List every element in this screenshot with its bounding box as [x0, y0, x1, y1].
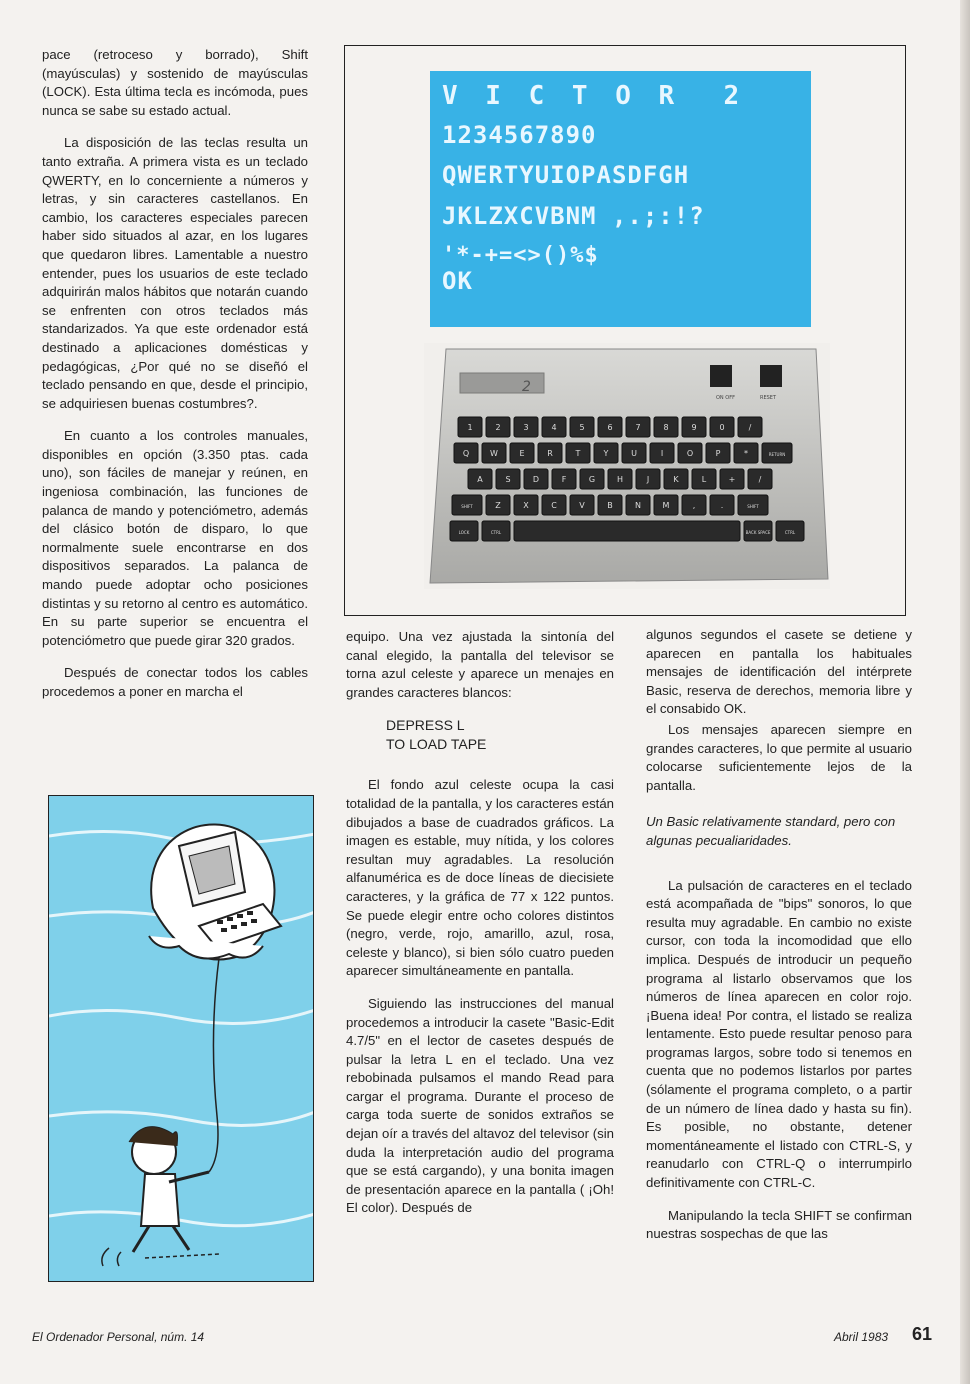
paragraph: La disposición de las teclas resulta un tanto extraña. A primera vista es un teclado QWERTY, en lo concerniente a números y letras, y sin caracteres castellanos. En cambio, los caracteres especiales parecen haber sido situados al azar, en los lugares que quedaron libres. Lamentable a nuestro entender, pues los usuarios de este teclado adquirirán malos hábitos que notarán cuando se enfrenten con otros teclados más standarizados. Ya que este ordenador está destinado a aplicaciones domésticas y pedagógicas, ¿Por qué no se diseñó el teclado pensando en que, desde el principio, se adquiriesen buenas costumbres?.: [42, 135, 308, 411]
keyboard-brand-label: 2: [522, 379, 531, 395]
keyboard-key-label: P: [715, 449, 721, 458]
keyboard-key-label: E: [519, 449, 525, 458]
paragraph: algunos segundos el casete se detiene y aparecen en pantalla los habituales mensajes de identificación del intérprete Basic, reserva de derechos, memoria libre y el consabido OK.: [646, 627, 912, 717]
keyboard-key-label: 2: [495, 423, 501, 432]
keyboard-key-label: 1: [467, 423, 473, 432]
screen-line: OK: [442, 267, 473, 295]
keyboard-switch-label: ON OFF: [716, 395, 735, 401]
keyboard-keys: [450, 417, 804, 541]
keyboard-key-label: G: [588, 475, 596, 484]
keyboard-key-label: BACK SPACE: [745, 530, 771, 535]
paragraph: El fondo azul celeste ocupa la casi totalidad de la pantalla, y los caracteres están dibujados a base de cuadrados gráficos. La imagen es estable, muy nítida, y los colores resultan muy agradables. La resolución alfanumérica es de doce líneas de diecisiete caracteres, y la gráfica de 77 x 122 puntos. Se puede elegir entre ocho colores distintos (negro, verde, rojo, amarillo, azul, rosa, celeste y blanco), si bien sólo cuatro pueden aparecer simultáneamente en pantalla.: [346, 777, 614, 979]
keyboard-key-label: 8: [663, 423, 669, 432]
keyboard-key-label: U: [631, 449, 637, 458]
keyboard-key-label: +: [728, 475, 736, 484]
keyboard-key-label: A: [477, 475, 483, 484]
keyboard-key-label: I: [660, 449, 664, 458]
keyboard-key-label: RETURN: [768, 452, 786, 457]
keyboard-key-label: 7: [635, 423, 641, 432]
keyboard-key-label: ,: [692, 501, 696, 510]
screen-message-quote: [386, 716, 614, 754]
keyboard-key-label: D: [532, 475, 540, 484]
keyboard-key-label: *: [744, 449, 748, 458]
paragraph: Manipulando la tecla SHIFT se confirman nuestras sospechas de que las: [646, 1207, 912, 1242]
screen-line: '*-+=<>()%$: [442, 243, 599, 268]
keyboard-key-label: 5: [579, 423, 585, 432]
article-column-1: [42, 46, 308, 716]
keyboard-key-label: J: [646, 475, 650, 484]
paragraph: Los mensajes aparecen siempre en grandes caracteres, lo que permite al usuario colocarse suficientemente lejos de la pantalla.: [646, 721, 912, 793]
keyboard-key-label: F: [561, 475, 567, 484]
keyboard-key-label: Q: [462, 449, 470, 458]
article-column-2: [346, 628, 614, 1232]
section-subheading: Un Basic relativamente standard, pero con algunas pecualiaridades.: [646, 814, 896, 848]
paragraph: En cuanto a los controles manuales, disponibles en opción (3.350 ptas. cada uno), son fáciles de manejar y reúnen, en ingeniosa combinación, las funciones de palanca de mando y potenciómetro, además del clásico botón de disparo, lo que normalmente suele encontrarse en dos dispositivos separados. La palanca de mando puede adoptar ocho posiciones distintas y su retorno al centro es automático. En su parte superior se encuentra el potenciómetro que puede girar 320 grados.: [42, 428, 308, 648]
keyboard-key-label: M: [662, 501, 670, 510]
screen-line: JKLZXCVBNM ,.;:!?: [442, 202, 705, 230]
keyboard-key-label: X: [523, 501, 529, 510]
keyboard-key-label: O: [686, 449, 694, 458]
keyboard-key-label: N: [635, 501, 641, 510]
keyboard-key-label: B: [607, 501, 613, 510]
keyboard-key-label: SHIFT: [747, 504, 759, 509]
page-number: 61: [912, 1324, 933, 1344]
footer-magazine-name: El Ordenador Personal, núm. 14: [32, 1330, 205, 1344]
keyboard-key-label: /: [758, 475, 762, 484]
paragraph: Después de conectar todos los cables procedemos a poner en marcha el: [42, 665, 308, 699]
keyboard-key-label: 4: [551, 423, 557, 432]
keyboard-key-label: 0: [719, 423, 725, 432]
keyboard-key-label: CTRL: [784, 530, 796, 535]
screen-line: QWERTYUIOPASDFGH: [442, 161, 690, 189]
keyboard-photo: [424, 343, 830, 589]
paragraph: pace (retroceso y borrado), Shift (mayúsculas) y sostenido de mayúsculas (LOCK). Esta última tecla es incómoda, pues nunca se sabe su estado actual.: [42, 47, 308, 118]
keyboard-key-label: .: [720, 501, 724, 510]
illustration-balloon-computer: [48, 795, 314, 1282]
keyboard-key-label: SHIFT: [461, 504, 473, 509]
keyboard-key: [514, 521, 740, 541]
screen-line: 1234567890: [442, 121, 597, 149]
keyboard-key-label: Y: [603, 449, 609, 458]
page-edge-shadow: [960, 0, 970, 1384]
keyboard-key-label: 3: [523, 423, 529, 432]
keyboard-key-label: CTRL: [490, 530, 502, 535]
screen-message-line: TO LOAD TAPE: [386, 736, 487, 753]
paragraph: equipo. Una vez ajustada la sintonía del canal elegido, la pantalla del televisor se torna azul celeste y aparece un menajes en grandes caracteres blancos:: [346, 629, 614, 700]
keyboard-key-label: S: [505, 475, 511, 484]
keyboard-key-label: W: [490, 449, 498, 458]
keyboard-key-label: C: [551, 501, 557, 510]
keyboard-key-label: T: [575, 449, 581, 458]
paragraph: La pulsación de caracteres en el teclado está acompañada de "bips" sonoros, lo que resulta muy agradable. En cambio no existe cursor, con toda la incomodidad que ello implica. Después de introducir un pequeño programa al listarlo observamos que los números de línea aparecen en color rojo. ¡Buena idea! Por contra, el listado se realiza lentamente. Esto puede resultar penoso para programas largos, sobre todo si tenemos en cuenta que no podemos listarlos por partes (sólamente el programa completo, o a partir de un número de línea dado y hasta su fin). Es posible, no obstante, detener momentáneamente el listado con CTRL-S, y reanudarlo con CTRL-Q o interrumpirlo definitivamente con CTRL-C.: [646, 877, 912, 1191]
footer-date: Abril 1983: [834, 1330, 889, 1344]
screen-message-line: DEPRESS L: [386, 717, 465, 734]
keyboard-switch-label: RESET: [760, 395, 777, 401]
keyboard-key-label: 6: [607, 423, 613, 432]
keyboard-key-label: /: [748, 423, 752, 432]
keyboard-key-label: R: [547, 449, 553, 458]
screen-line: V I C T O R 2: [442, 81, 746, 111]
paragraph: Siguiendo las instrucciones del manual procedemos a introducir la casete "Basic-Edit 4.7/5" en el lector de casetes después de pulsar la letra L en el teclado. Una vez rebobinada pulsamos el mando Read para cargar el programa. Durante el proceso de carga toda suerte de sonidos extraños se dejan oír a través del altavoz del televisor (sin duda la interpretación audio del programa que se está cargando), y una bonita imagen de presentación aparece en la pantalla ( ¡Oh! El color). Después de: [346, 995, 614, 1216]
keyboard-key-label: V: [579, 501, 585, 510]
article-column-3: [646, 626, 912, 1258]
tv-screen-photo: [430, 71, 811, 327]
keyboard-key-label: Z: [495, 501, 501, 510]
keyboard-key-label: LOCK: [458, 530, 470, 535]
balloon-computer-drawing: [49, 796, 314, 1282]
keyboard-key-label: H: [616, 475, 624, 484]
keyboard-key-label: K: [673, 475, 679, 484]
keyboard-key-label: 9: [691, 423, 697, 432]
keyboard-key-label: L: [701, 475, 707, 484]
